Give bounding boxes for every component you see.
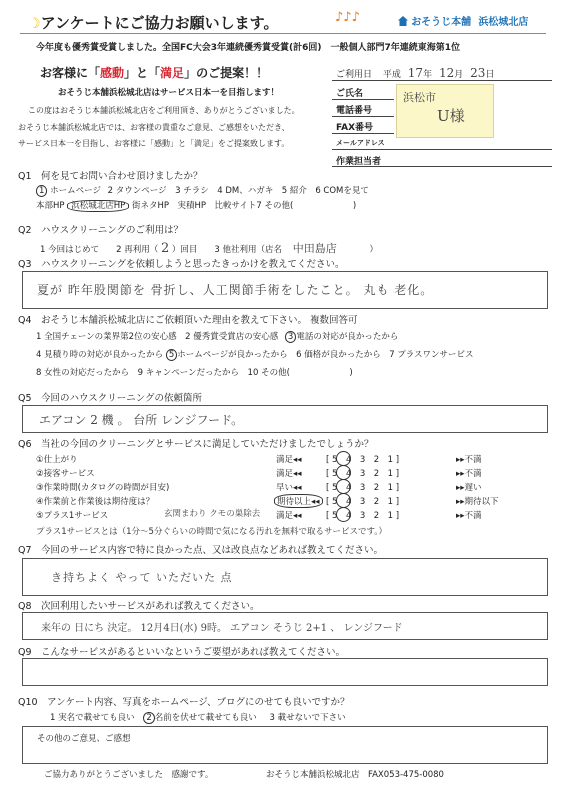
- footer-shop: おそうじ本舗浜松城北店 FAX053-475-0080: [266, 770, 444, 780]
- q6-scale-values: 5 4 3 2 1: [332, 511, 394, 521]
- q3-answer-box: [22, 271, 548, 309]
- footer-thanks: ご協力ありがとうございました 感謝です。: [44, 770, 214, 780]
- phone-rule: [332, 116, 394, 117]
- q5-question: Q5 今回のハウスクリーニングの依頼箇所: [18, 393, 203, 404]
- q6-row-5: [36, 509, 556, 523]
- award-line: 今年度も優秀賞受賞しました。全国FC大会3年連続優秀賞受賞(計6回) 一般個人部門7年連続東海第1位: [36, 43, 461, 53]
- date-era: 平成: [382, 70, 401, 80]
- page-title: [28, 12, 278, 33]
- q6-left-label: 満足◂◂: [276, 455, 302, 465]
- q6-left-label: 満足◂◂: [276, 511, 302, 521]
- q6-row-3: [36, 481, 556, 495]
- q10-comment-label: その他のご意見、ご感想: [37, 734, 131, 744]
- intro-line-1: この度はおそうじ本舗浜松城北店をご利用頂き、ありがとうございました。: [28, 106, 300, 115]
- q6-scale-values: 5 4 3 2 1: [332, 483, 394, 493]
- proposal-mid: 」と「: [124, 66, 161, 80]
- q6-row-1: [36, 453, 556, 467]
- music-notes: ♪♪♪: [335, 10, 360, 25]
- q2-count: 2: [160, 241, 170, 256]
- proposal-prefix: お客様に「: [40, 66, 101, 80]
- q6-row-2: [36, 467, 556, 481]
- logo-text: おそうじ本舗: [411, 17, 472, 28]
- customer-name: U様: [437, 107, 465, 125]
- staff-rule: [332, 166, 552, 167]
- phone-label: 電話番号: [336, 106, 373, 116]
- q4-line3: 8 女性の対応だったから 9 キャンペーンだったから 10 その他( ): [36, 368, 353, 378]
- fax-rule: [332, 133, 394, 134]
- q6-scale: [ 5 4 3 2 1 ]: [326, 455, 400, 465]
- q9-answer-box: [22, 658, 548, 686]
- mail-rule: [332, 149, 552, 150]
- q10-opt2-label: 名前を伏せて載せても良い: [154, 713, 257, 723]
- q1-opt-rest: 2 タウンページ 3 チラシ 4 DM、ハガキ 5 紹介 6 COMを見て: [107, 186, 369, 196]
- q6-scale: [ 5 4 3 2 1 ]: [326, 497, 400, 507]
- q4-question: Q4 おそうじ本舗浜松城北店にご依頼頂いた理由を教えて下さい。 複数回答可: [18, 315, 358, 326]
- date-row: [336, 66, 494, 80]
- proposal-suffix: 」のご提案！！: [184, 66, 269, 80]
- q6-right-label: ▸▸期待以下: [456, 497, 499, 507]
- q8-answer: 来年の 日にち 決定。 12月4日(水) 9時。 エアコン そうじ 2+1 、 レンジフード: [41, 623, 403, 634]
- house-icon: [398, 16, 408, 26]
- brand-logo: [398, 13, 528, 28]
- q6-item-label: ①仕上がり: [36, 455, 78, 465]
- q7-answer-box: [22, 558, 548, 596]
- title-text: アンケートにご協力お願いします。: [40, 14, 279, 32]
- q6-row-4: [36, 495, 556, 509]
- q6-scale-values: 5 4 3 2 1: [332, 497, 394, 507]
- q4-opts-1-2: 1 全国チェーンの業界第2位の安心感 2 優秀賞受賞店の安心感: [36, 332, 279, 342]
- q7-answer: き持ちよく やって いただいた 点: [51, 571, 233, 584]
- q9-question: Q9 こんなサービスがあるといいなというご要望があれば教えてください。: [18, 647, 346, 658]
- q4-opt4: 4 見積り時の対応が良かったから: [36, 350, 164, 360]
- q1-options-line1: [36, 184, 369, 197]
- q6-right-label: ▸▸不満: [456, 469, 482, 479]
- manzoku-text: 満足: [160, 66, 185, 80]
- q6-footnote: プラス1サービスとは（1分～5分ぐらいの時間で気になる汚れを無料で取るサービスです。）: [36, 527, 388, 537]
- q6-left-label: 満足◂◂: [276, 469, 302, 479]
- q6-scale: [ 5 4 3 2 1 ]: [326, 469, 400, 479]
- year-unit: 年: [423, 70, 433, 80]
- q10-options: [50, 711, 346, 724]
- q4-line2: [36, 348, 474, 361]
- q6-right-label: ▸▸不満: [456, 511, 482, 521]
- q2-answer-line: [40, 240, 378, 256]
- q1-opt1-circled: 1: [36, 185, 47, 197]
- q1-honbu-hp: 本部HP: [36, 201, 65, 211]
- staff-label: 作業担当者: [336, 157, 382, 167]
- q4-opt5-circled: 5: [166, 349, 177, 361]
- header-rule: [20, 33, 546, 34]
- q2-shop: 中田島店: [292, 242, 337, 255]
- q6-scale: [ 5 4 3 2 1 ]: [326, 483, 400, 493]
- q6-selected-5-marks: [336, 450, 350, 528]
- q6-item-label: ④作業前と作業後は期待度は？: [36, 497, 155, 507]
- date-year: 17: [407, 66, 424, 80]
- q1-branch-hp-circled: 浜松城北店HP: [67, 200, 129, 212]
- q6-item-label: ③作業時間(カタログの時間が目安): [36, 483, 170, 493]
- date-day: 23: [470, 66, 486, 80]
- date-rule: [332, 80, 552, 81]
- q6-handwritten-note: 玄関まわり クモの巣除去: [164, 509, 261, 519]
- q6-left-label-circled: 期待以上◂◂: [274, 494, 323, 508]
- q6-right-label: ▸▸遅い: [456, 483, 482, 493]
- q10-question: Q10 アンケート内容、写真をホームページ、ブログにのせても良いですか？: [18, 697, 350, 708]
- q8-answer-box: [22, 612, 548, 640]
- q5-answer: エアコン 2 機 。 台所 レンジフード。: [39, 413, 244, 427]
- q6-scale-values: 5 4 3 2 1: [332, 455, 394, 465]
- q10-opt2-circled: 2: [143, 712, 154, 724]
- q2-mid: ）回目 3 他社利用（店名: [171, 245, 283, 255]
- customer-sticky-note: [396, 84, 494, 138]
- q3-answer: 夏が 昨年股関節を 骨折し、人工関節手術をしたこと。 丸も 老化。: [37, 283, 434, 297]
- q6-scale-values: 5 4 3 2 1: [332, 469, 394, 479]
- q10-opt1: 1 実名で載せても良い: [50, 713, 135, 723]
- q4-line1: [36, 330, 398, 343]
- q1-other-sites: 街ネタHP 実積HP 比較サイト7 その他( ): [131, 201, 357, 211]
- name-rule: [332, 99, 394, 100]
- q2-prefix: 1 今回はじめて 2 再利用（: [40, 245, 159, 255]
- q10-comment-box: [22, 726, 548, 764]
- q2-question: Q2 ハウスクリーニングのご利用は？: [18, 225, 184, 236]
- q1-opt1-label: ホームページ: [50, 186, 101, 196]
- q4-opts-5-7: ホームページが良かったから 6 価格が良かったから 7 プラスワンサービス: [177, 350, 474, 360]
- q6-question: Q6 当社の今回のクリーニングとサービスに満足していただけましたでしょうか？: [18, 439, 374, 450]
- date-label: ご利用日: [336, 70, 373, 80]
- customer-city: 浜松市: [403, 91, 436, 104]
- moon-icon: ☽: [28, 16, 41, 32]
- month-unit: 月: [454, 70, 464, 80]
- name-label: ご氏名: [336, 89, 364, 99]
- q6-right-label: ▸▸不満: [456, 455, 482, 465]
- kando-text: 感動: [100, 66, 125, 80]
- q5-answer-box: [22, 405, 548, 433]
- q2-end: ）: [369, 245, 378, 255]
- q1-question: Q1 何を見てお問い合わせ頂けましたか？: [18, 171, 203, 182]
- q4-opt3-label: 電話の対応が良かったから: [296, 332, 399, 342]
- q7-question: Q7 今回のサービス内容で特に良かった点、又は改良点などあれば教えてください。: [18, 545, 384, 556]
- day-unit: 日: [485, 70, 495, 80]
- proposal-headline: [40, 64, 268, 81]
- q10-opt3: 3 載せないで下さい: [269, 713, 346, 723]
- intro-top: おそうじ本舗浜松城北店はサービス日本一を目指します！: [58, 88, 280, 98]
- q3-question: Q3 ハウスクリーニングを依頼しようと思ったきっかけを教えてください。: [18, 259, 345, 270]
- fax-label: FAX番号: [336, 123, 374, 133]
- intro-line-2: おそうじ本舗浜松城北店では、お客様の貴重なご意見、ご感想をいただき、: [18, 123, 290, 132]
- q6-item-label: ⑤プラス1サービス: [36, 511, 109, 521]
- q8-question: Q8 次回利用したいサービスがあれば教えてください。: [18, 601, 260, 612]
- q6-item-label: ②接客サービス: [36, 469, 95, 479]
- mail-label: メールアドレス: [336, 139, 385, 147]
- q4-opt3-circled: 3: [285, 331, 296, 343]
- branch-name: 浜松城北店: [478, 17, 529, 28]
- q6-scale: [ 5 4 3 2 1 ]: [326, 511, 400, 521]
- q1-options-line2: [36, 199, 356, 211]
- date-month: 12: [438, 66, 455, 80]
- intro-line-3: サービス日本一を目指し、お客様に「感動」と「満足」をご提案致します。: [18, 139, 290, 148]
- q6-left-label: 早い◂◂: [276, 483, 302, 493]
